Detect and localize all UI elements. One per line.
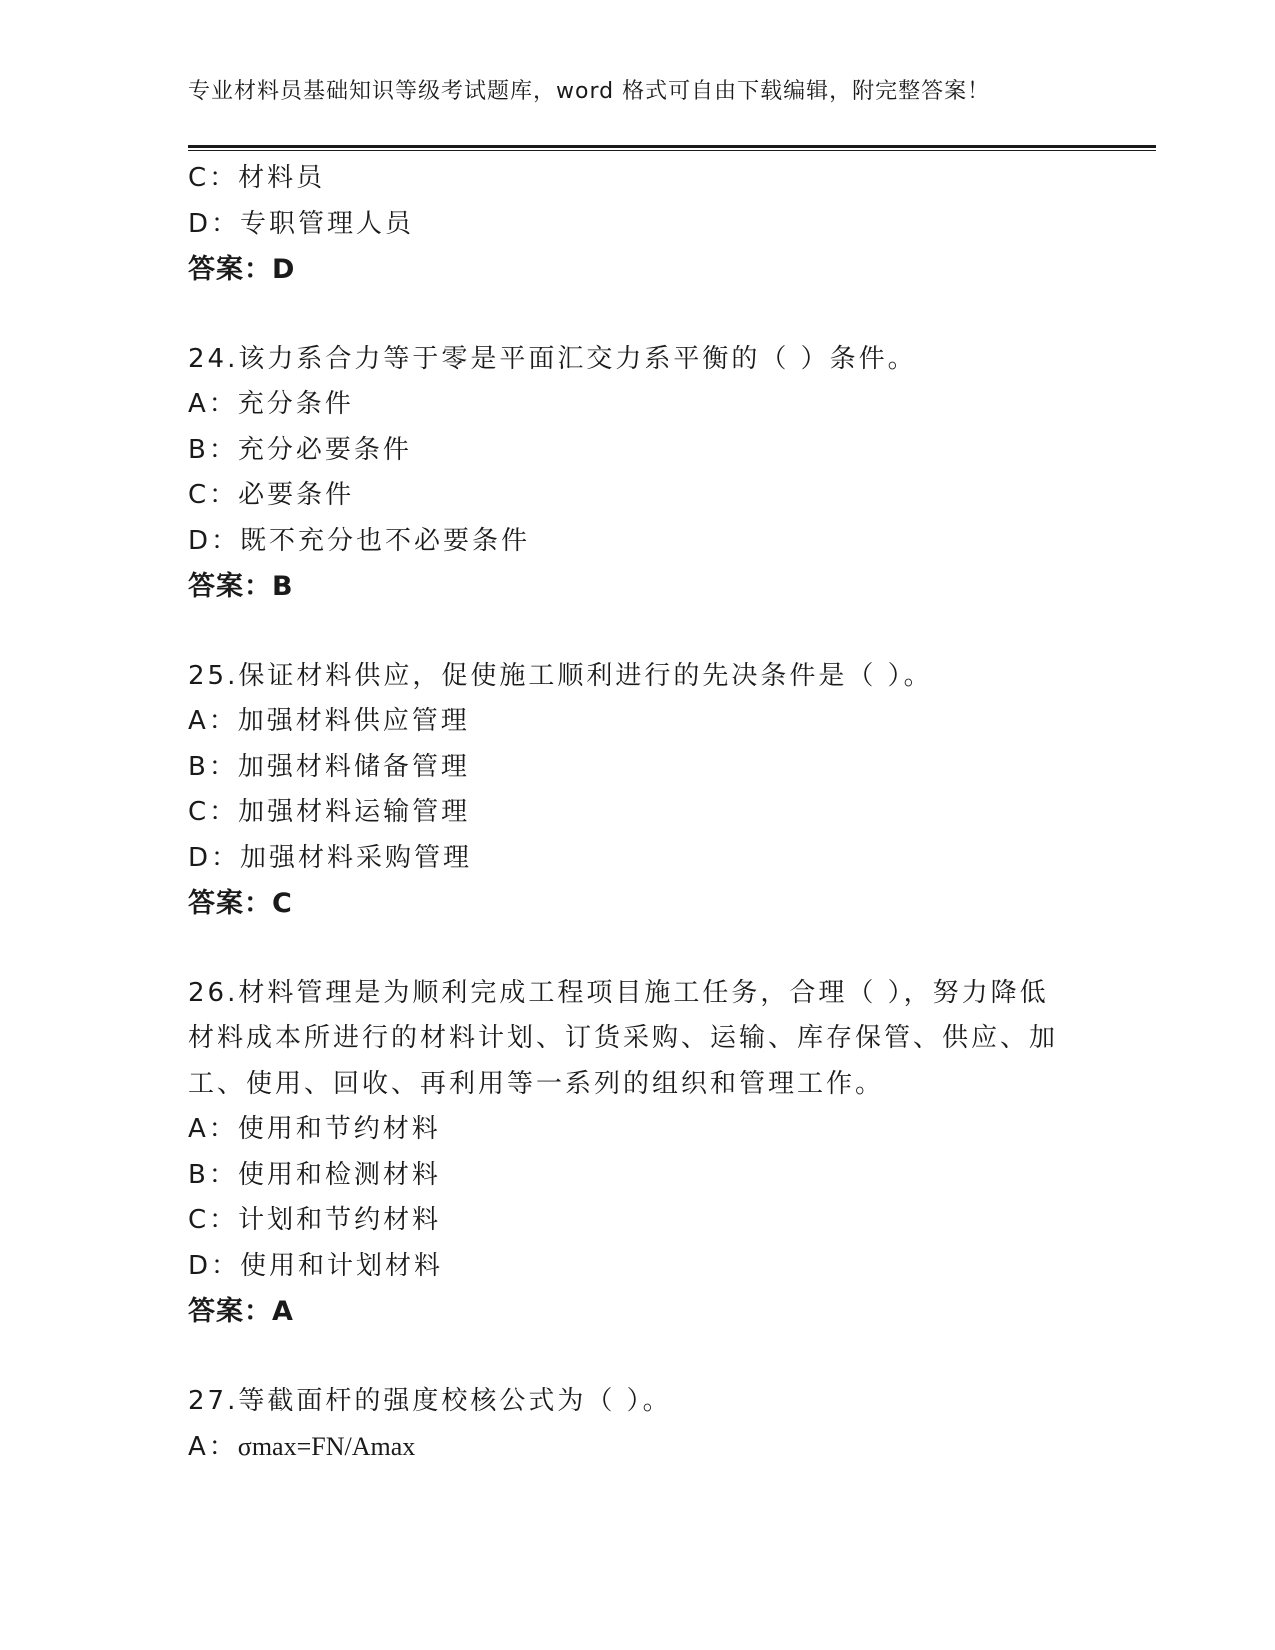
question-stem: 27.等截面杆的强度校核公式为（ ）。 [188, 1385, 672, 1416]
spacer [188, 293, 1068, 337]
option-a-formula: σmax=FN/Amax [237, 1432, 416, 1461]
answer: 答案：A [188, 1296, 294, 1327]
header-rule-thick [188, 145, 1156, 148]
page-header: 专业材料员基础知识等级考试题库，word 格式可自由下载编辑，附完整答案！ [188, 79, 991, 104]
option-a: A：充分条件 [188, 389, 354, 419]
answer: 答案：B [188, 571, 294, 602]
option-d: D：使用和计划材料 [188, 1250, 444, 1281]
option-b: B：使用和检测材料 [188, 1159, 441, 1190]
option-c: C：计划和节约材料 [188, 1205, 442, 1235]
header-rule-thin [188, 150, 1156, 151]
question-25 [188, 654, 1068, 927]
answer: 答案：D [188, 254, 296, 285]
question-stem: 25.保证材料供应，促使施工顺利进行的先决条件是（ ）。 [188, 660, 933, 691]
option-a: A：加强材料供应管理 [188, 706, 470, 736]
question-24 [188, 337, 1068, 610]
option-d: D：专职管理人员 [188, 208, 415, 239]
question-27 [188, 1379, 1068, 1470]
spacer [188, 927, 1068, 971]
option-b: B：充分必要条件 [188, 434, 412, 465]
option-a-label: A： [188, 1432, 238, 1462]
question-stem: 26.材料管理是为顺利完成工程项目施工任务，合理（ ），努力降低材料成本所进行的材料计划、订货采购、运输、库存保管、供应、加工、使用、回收、再利用等一系列的组织和管理工作。 [188, 977, 1059, 1099]
question-23-tail [188, 156, 1068, 293]
option-b: B：加强材料储备管理 [188, 751, 470, 782]
spacer [188, 1335, 1068, 1379]
option-a: A：使用和节约材料 [188, 1114, 441, 1144]
question-stem: 24.该力系合力等于零是平面汇交力系平衡的（ ）条件。 [188, 343, 917, 374]
question-list [188, 156, 1068, 1470]
spacer [188, 610, 1068, 654]
answer: 答案：C [188, 888, 293, 919]
option-c: C：必要条件 [188, 480, 355, 510]
option-c: C：材料员 [188, 163, 326, 193]
option-a [188, 1424, 1068, 1470]
option-c: C：加强材料运输管理 [188, 797, 471, 827]
option-d: D：既不充分也不必要条件 [188, 525, 531, 556]
question-26 [188, 971, 1068, 1335]
option-d: D：加强材料采购管理 [188, 842, 473, 873]
